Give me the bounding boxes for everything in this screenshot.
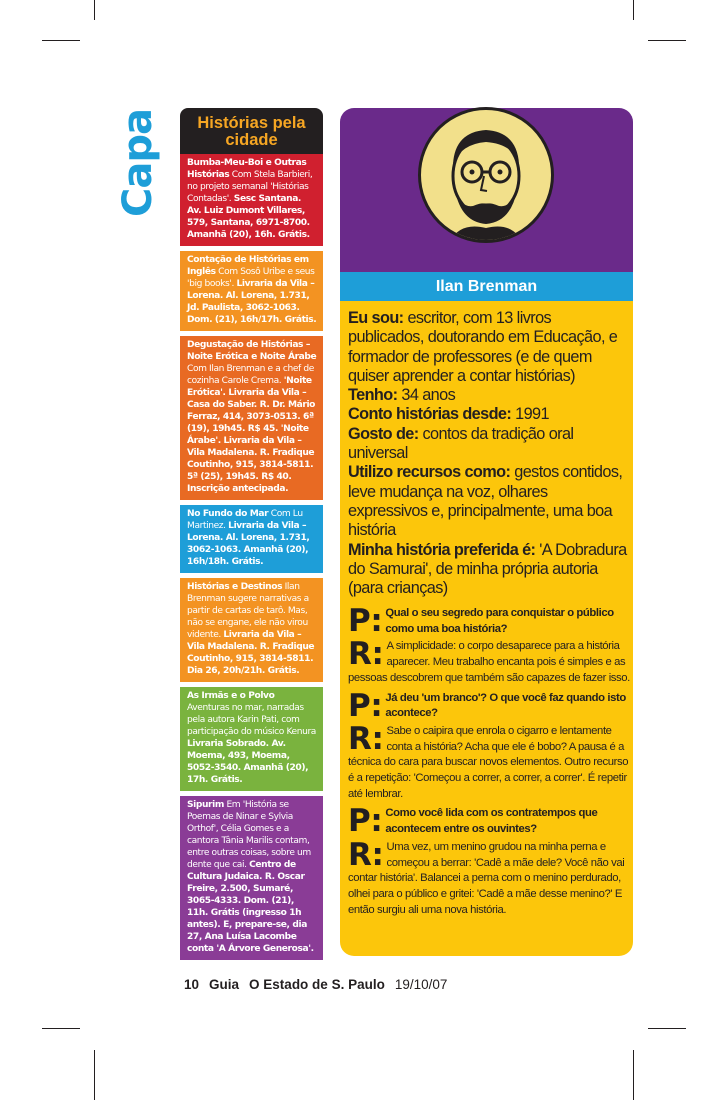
- interview: [348, 603, 630, 918]
- interview-question: [348, 803, 630, 840]
- event-title: Contação de Histórias em Inglês: [187, 255, 309, 277]
- bio-label: Tenho:: [348, 386, 398, 405]
- question-marker: P:: [348, 603, 383, 639]
- events-title: Histórias pela cidade: [180, 108, 323, 154]
- event-description: Com Lu Martinez.: [187, 509, 303, 531]
- profile-bio: [348, 309, 630, 598]
- event-description: Aventuras no mar, narradas pela autora Karin Pati, com participação do músico Kenura: [187, 703, 316, 737]
- bio-label: Eu sou:: [348, 309, 404, 327]
- event-title: Degustação de Histórias – Noite Erótica e Noite Árabe: [187, 340, 317, 362]
- interview-answer: [348, 636, 630, 686]
- question-marker: P:: [348, 687, 383, 724]
- event-title: Bumba-Meu-Boi e Outras Histórias: [187, 158, 307, 180]
- bio-value: 1991: [515, 405, 549, 424]
- answer-marker: R:: [348, 720, 384, 757]
- event-title: Histórias e Destinos: [187, 582, 283, 592]
- question-text: Como você lida com os contratempos que acontecem entre os ouvintes?: [385, 807, 598, 836]
- interview-question: [348, 687, 630, 724]
- person-portrait-icon: [418, 107, 554, 243]
- crop-mark: [94, 1050, 95, 1100]
- event-title: As Irmãs e o Polvo: [187, 691, 275, 701]
- event-item: [180, 687, 323, 791]
- event-venue: Sesc Santana. Av. Luiz Dumont Villares, 579, Santana, 6971-8700. Amanhã (20), 16h. Grátis.: [187, 194, 310, 240]
- event-venue: Livraria Sobrado. Av. Moema, 493, Moema, 5052-3540. Amanhã (20), 17h. Grátis.: [187, 739, 309, 785]
- event-item: [180, 505, 323, 573]
- bio-label: Utilizo recursos como:: [348, 463, 511, 482]
- event-venue: Livraria da Vila – Lorena. Al. Lorena, 1.731, 3062-1063. Amanhã (20), 16h/18h. Grátis.: [187, 521, 310, 567]
- question-text: Qual o seu segredo para conquistar o público como uma boa história?: [385, 607, 614, 635]
- interview-answer: [348, 836, 630, 919]
- crop-mark: [648, 1028, 686, 1029]
- bio-value: contos da tradição oral universal: [348, 424, 574, 463]
- event-venue: 'Noite Erótica'. Livraria da Vila – Casa do Saber. R. Dr. Mário Ferraz, 414, 3073-0513. 6ª (19), 19h45. R$ 45. 'Noite Árabe'. Livraria da Vila – Vila Madalena. R. Fradique Coutinho, 915, 3814-5811. 5ª (25), 19h45. R$ 40. Inscrição antecipada.: [187, 376, 316, 494]
- bio-value: 34 anos: [401, 386, 456, 405]
- page-footer: [184, 976, 457, 994]
- footer-date: 19/10/07: [394, 977, 448, 992]
- interview-question: [348, 603, 630, 639]
- event-venue: Centro de Cultura Judaica. R. Oscar Freire, 2.500, Sumaré, 3065-4333. Dom. (21), 11h. Grátis (ingresso 1h antes). E, prepare-se, dia 27, Ana Luísa Lacombe conta 'A Árvore Generosa'.: [187, 860, 314, 954]
- footer-paper: O Estado de S. Paulo: [249, 977, 385, 992]
- event-description: Ilan Brenman sugere narrativas a partir de cartas de tarô. Mas, não se engane, ele não virou vidente.: [187, 582, 309, 640]
- event-description: Com Ilan Brenman e a chef de cozinha Carole Crema.: [187, 364, 314, 386]
- question-marker: P:: [348, 803, 383, 840]
- portrait-illustration: [421, 110, 551, 240]
- event-item: [180, 578, 323, 682]
- bio-line: [348, 463, 630, 540]
- event-venue: Livraria da Vila – Vila Madalena. R. Fradique Coutinho, 915, 3814-5811. Dia 26, 20h/21h. Grátis.: [187, 630, 315, 676]
- crop-mark: [42, 1028, 80, 1029]
- crop-mark: [633, 1050, 634, 1100]
- interview-answer: [348, 720, 630, 803]
- event-title: No Fundo do Mar: [187, 509, 269, 519]
- section-label: [108, 108, 166, 220]
- question-text: Já deu 'um branco'? O que você faz quando isto acontece?: [385, 691, 626, 720]
- event-title: Sipurim: [187, 800, 224, 810]
- crop-mark: [94, 0, 95, 20]
- footer-section: Guia: [209, 977, 240, 992]
- event-description: Com Sosô Uribe e seus 'big books'.: [187, 267, 315, 289]
- events-column: [180, 108, 323, 960]
- bio-value: escritor, com 13 livros publicados, doutorando em Educação, e formador de professores (e de quem quiser aprender a contar histórias): [348, 309, 618, 385]
- answer-marker: R:: [348, 836, 384, 873]
- event-item: [180, 251, 323, 331]
- answer-marker: R:: [348, 636, 384, 673]
- answer-text: Uma vez, um menino grudou na minha perna e começou a berrar: 'Cadê a mãe dele? Você não vai contar história'. Balancei a perna com o menino perdurado, olhei para o público e gritei: 'Cadê a mãe desse menino?' E então surgiu ali uma nova história.: [348, 840, 625, 916]
- bio-line: [348, 405, 630, 424]
- bio-line: [348, 541, 630, 599]
- bio-line: [348, 425, 630, 464]
- event-item: [180, 154, 323, 246]
- bio-line: [348, 309, 630, 386]
- event-venue: Livraria da Vila – Lorena. Al. Lorena, 1.731, Jd. Paulista, 3062-1063. Dom. (21), 16h/17h. Grátis.: [187, 279, 317, 325]
- event-description: Em 'História se Poemas de Ninar e Sylvia Orthof', Célia Gomes e a cantora Tânia Marilis contam, entre outras coisas, sobre um dente que cai.: [187, 800, 311, 870]
- answer-text: A simplicidade: o corpo desaparece para a história aparecer. Meu trabalho encanta pois é simples e as pessoas descobrem que também são capazes de fazer isso.: [348, 640, 630, 684]
- event-item: [180, 796, 323, 960]
- bio-label: Gosto de:: [348, 424, 419, 443]
- event-description: Com Stela Barbieri, no projeto semanal 'Histórias Contadas'.: [187, 170, 313, 204]
- bio-label: Conto histórias desde:: [348, 405, 512, 424]
- bio-line: [348, 386, 630, 405]
- crop-mark: [42, 40, 80, 41]
- event-list: [180, 154, 323, 960]
- profile-name: Ilan Brenman: [340, 272, 633, 301]
- crop-mark: [633, 0, 634, 20]
- answer-text: Sabe o caipira que enrola o cigarro e lentamente conta a história? Acha que ele é bobo? A pausa é a técnica do cara para buscar novos elementos. Outro recurso é a repetição: 'Começou a correr, a correr, a correr'. É repetir até lembrar.: [348, 724, 629, 800]
- section-label-text: Capa: [115, 109, 161, 217]
- bio-value: gestos contidos, leve mudança na voz, olhares expressivos e, principalmente, uma boa história: [348, 463, 623, 540]
- bio-label: Minha história preferida é:: [348, 540, 536, 559]
- page-number: 10: [184, 977, 200, 992]
- bio-value: 'A Dobradura do Samurai', de minha própria autoria (para crianças): [348, 540, 627, 598]
- crop-mark: [648, 40, 686, 41]
- event-item: [180, 336, 323, 500]
